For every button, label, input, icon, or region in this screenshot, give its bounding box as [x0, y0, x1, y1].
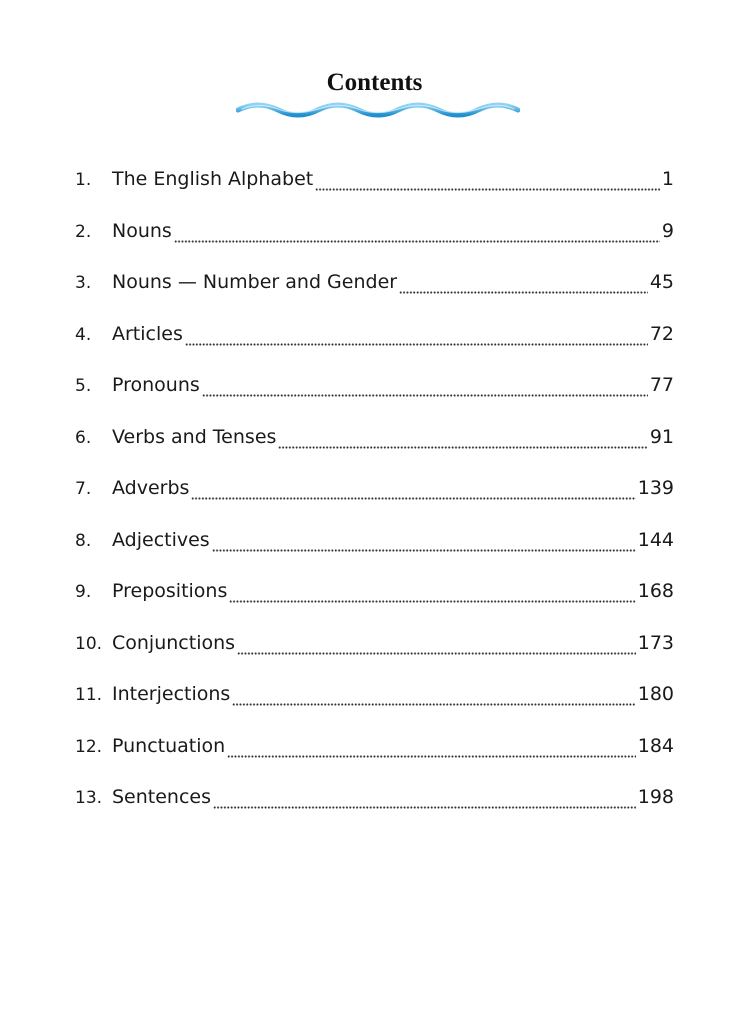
toc-entry-number: 10. — [75, 633, 103, 654]
toc-entry-page-number: 72 — [649, 322, 674, 345]
dot-leader — [232, 703, 635, 706]
toc-entry[interactable] — [75, 220, 674, 250]
toc-entry-number: 13. — [75, 788, 103, 808]
toc-entry[interactable] — [75, 168, 674, 198]
toc-entry-title: Adjectives — [112, 528, 210, 551]
toc-entry[interactable] — [75, 374, 674, 404]
dot-leader — [237, 652, 636, 655]
dot-leader — [315, 188, 660, 191]
toc-entry-page-number: 45 — [649, 271, 674, 293]
dot-leader — [174, 240, 660, 243]
toc-entry-number: 6. — [75, 427, 92, 448]
dot-leader — [278, 446, 647, 449]
toc-entry[interactable] — [75, 529, 674, 559]
toc-entry-page-number: 184 — [637, 734, 674, 757]
toc-entry-title: Conjunctions — [112, 631, 236, 654]
toc-entry-page-number: 139 — [637, 477, 674, 499]
dot-leader — [202, 394, 648, 397]
toc-entry-number: 12. — [75, 736, 103, 757]
toc-entry-number: 5. — [75, 376, 92, 396]
toc-entry[interactable] — [75, 683, 674, 713]
toc-entry-number: 4. — [75, 324, 92, 345]
toc-entry[interactable] — [75, 580, 674, 610]
toc-entry-number: 1. — [75, 170, 92, 190]
toc-entry[interactable] — [75, 477, 674, 507]
toc-entry-page-number: 144 — [637, 528, 674, 551]
dot-leader — [399, 291, 648, 294]
toc-entry-title: Punctuation — [112, 734, 226, 757]
toc-entry-page-number: 9 — [661, 219, 674, 242]
toc-entry[interactable] — [75, 786, 674, 816]
toc-entry-number: 2. — [75, 221, 92, 242]
toc-entry[interactable] — [75, 271, 674, 301]
toc-entry-page-number: 168 — [637, 580, 674, 602]
toc-entry-number: 8. — [75, 530, 92, 551]
toc-entry-title: Articles — [112, 322, 183, 345]
toc-entry-page-number: 91 — [649, 425, 674, 448]
toc-entry-page-number: 1 — [661, 168, 674, 190]
toc-entry-title: Nouns — Number and Gender — [112, 271, 398, 293]
dot-leader — [212, 549, 636, 552]
page-title: Contents — [326, 69, 423, 96]
toc-entry-title: Prepositions — [112, 580, 228, 602]
toc-entry[interactable] — [75, 632, 674, 662]
toc-entry[interactable] — [75, 323, 674, 353]
toc-entry-number: 11. — [75, 685, 103, 705]
dot-leader — [213, 806, 636, 809]
dot-leader — [229, 600, 635, 603]
toc-entry-title: The English Alphabet — [112, 168, 314, 190]
toc-entry-title: Interjections — [112, 683, 231, 705]
toc-entry-page-number: 180 — [637, 683, 674, 705]
wave-divider-icon — [236, 98, 520, 122]
toc-entry-title: Adverbs — [112, 477, 190, 499]
toc-entry-page-number: 77 — [649, 374, 674, 396]
toc-entry-page-number: 173 — [637, 631, 674, 654]
toc-entry-title: Nouns — [112, 219, 172, 242]
toc-entry-number: 3. — [75, 273, 92, 293]
toc-entry-number: 9. — [75, 582, 92, 602]
toc-entry-title: Pronouns — [112, 374, 200, 396]
dot-leader — [185, 343, 648, 346]
toc-entry-number: 7. — [75, 479, 92, 499]
toc-entry[interactable] — [75, 426, 674, 456]
dot-leader — [227, 755, 636, 758]
toc-entry-title: Verbs and Tenses — [112, 425, 277, 448]
toc-entry-title: Sentences — [112, 786, 212, 808]
toc-entry[interactable] — [75, 735, 674, 765]
dot-leader — [191, 497, 635, 500]
toc-entry-page-number: 198 — [637, 786, 674, 808]
